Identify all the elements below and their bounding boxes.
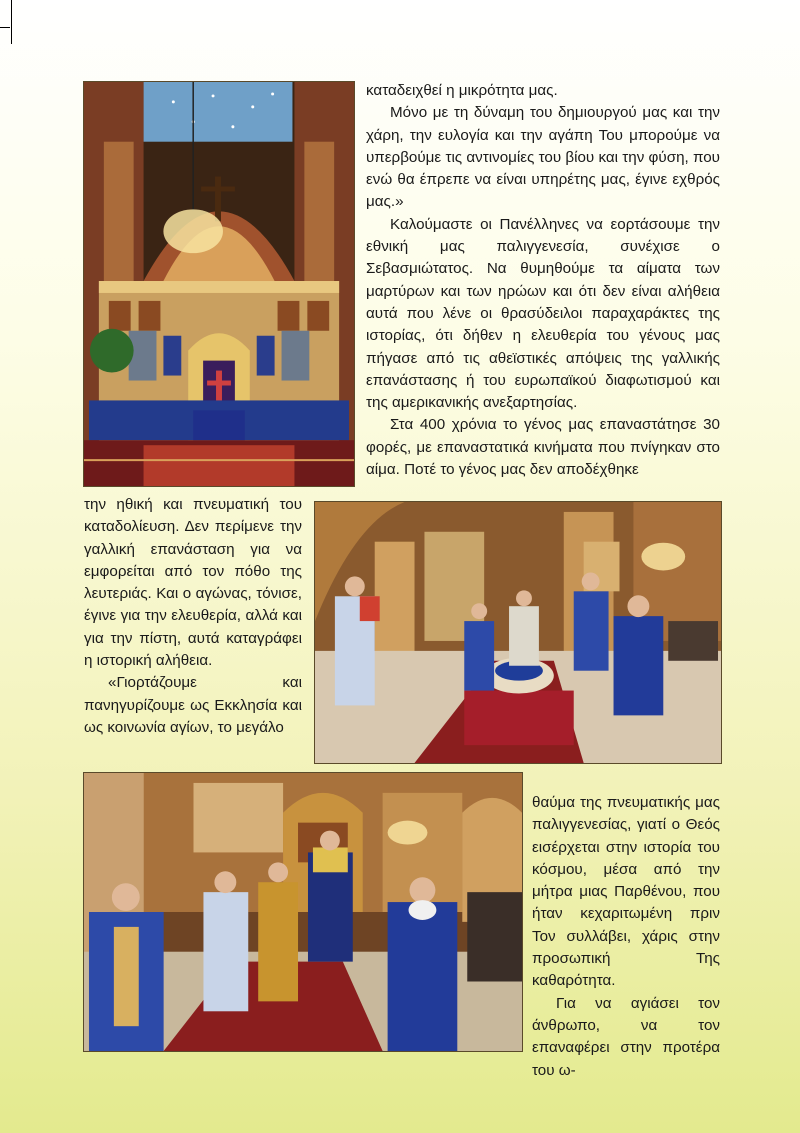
paragraph: Για να αγιάσει τον άνθρωπο, να τον επαναφέρει στην προτέρα του ω- bbox=[532, 994, 720, 1079]
paragraph: «Γιορτάζουμε και πανηγυρίζουμε ως Εκκλησία και ως κοινωνία αγίων, το μεγάλο bbox=[84, 674, 302, 736]
article-column-right bbox=[532, 792, 720, 1082]
photo-clergy-gathering bbox=[83, 772, 523, 1052]
paragraph: Μόνο με τη δύναμη του δημιουργού μας και την χάρη, την ευλογία και την αγάπη Του μπορούμε να υπερβούμε τις αντινομίες του βίου και την φύση, που ενώ θα έπρεπε να είναι υπηρέτης μας, έγινε εχθρός μας.» bbox=[366, 104, 720, 211]
photo-iconostasis bbox=[83, 81, 355, 487]
paragraph: την ηθική και πνευματική του καταδολίευση. Δεν περίμενε την γαλλική επανάσταση για να εμφορείται από τον πόθο της λευτεριάς. Και ο αγώνας, τόνισε, έγινε για την ελευθερία, αλλά και για την πίστη, αυτά καταγράφει η ιστορική αλήθεια. bbox=[84, 496, 302, 670]
paragraph: θαύμα της πνευματικής μας παλιγγενεσίας, γιατί ο Θεός εισέρχεται στην ιστορία του κόσμου, μέσα από την μήτρα μιας Παρθένου, που ήταν κεχαριτωμένη πριν Τον συλλάβει, χάρις στην προσωπική Της καθαρότητα. bbox=[532, 794, 720, 990]
paragraph: Καλούμαστε οι Πανέλληνες να εορτάσουμε την εθνική μας παλιγγενεσία, συνέχισε ο Σεβασμιώτατος. Να θυμηθούμε τα αίματα των μαρτύρων και των ηρώων και ότι δεν είναι αλήθεια αυτά που λένε οι θρασύδειλοι παραχαράκτες της ιστορίας, ότι δήθεν η ελευθερία του γένους μας πήγασε από τις αθεϊστικές απόψεις της γαλλικής επανάστασης ή του ευρωπαϊκού διαφωτισμού και της αμερικανικής ανεξαρτησίας. bbox=[366, 215, 720, 412]
paragraph: Στα 400 χρόνια το γένος μας επαναστάτησε 30 φορές, με επαναστατικά κινήματα που πνίγηκαν στο αίμα. Ποτέ το γένος μας δεν αποδέχθηκε bbox=[366, 416, 720, 479]
crop-mark-horizontal bbox=[0, 27, 10, 28]
crop-mark-vertical bbox=[11, 0, 12, 44]
photo-clergy-procession bbox=[314, 501, 722, 764]
article-column-top bbox=[366, 80, 720, 481]
article-column-left bbox=[84, 494, 302, 739]
paragraph: καταδειχθεί η μικρότητα μας. bbox=[366, 82, 558, 99]
